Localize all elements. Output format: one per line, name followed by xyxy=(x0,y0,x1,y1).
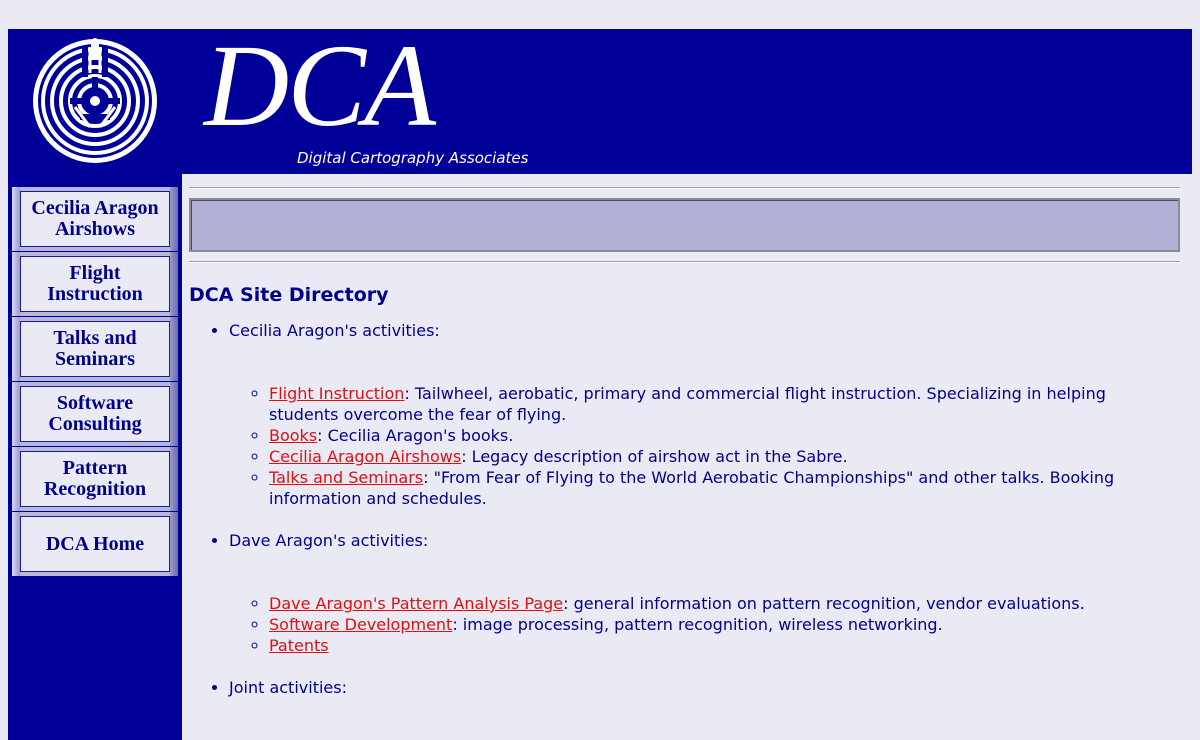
sidebar-item-software-consulting[interactable] xyxy=(12,382,178,446)
sidebar-item-dca-home[interactable] xyxy=(12,512,178,576)
link-talks-seminars[interactable]: Talks and Seminars xyxy=(269,468,424,487)
link-description: : general information on pattern recognition, vendor evaluations. xyxy=(563,594,1085,613)
list-item xyxy=(269,614,1180,635)
directory-list xyxy=(189,320,1180,698)
sidebar-item-label: Flight Instruction xyxy=(20,256,170,312)
sublist xyxy=(229,593,1180,656)
list-item xyxy=(229,677,1180,698)
list-item xyxy=(269,446,1180,467)
link-software-development[interactable]: Software Development xyxy=(269,615,453,634)
sidebar-item-airshows[interactable] xyxy=(12,187,178,251)
link-description: : Tailwheel, aerobatic, primary and commercial flight instruction. Specializing in helping students overcome the fear of flying. xyxy=(269,384,1106,424)
sidebar-nav xyxy=(8,174,182,740)
list-item xyxy=(269,593,1180,614)
site-title: DCA xyxy=(204,20,434,151)
link-description: : image processing, pattern recognition, wireless networking. xyxy=(452,615,943,634)
list-item xyxy=(269,383,1180,425)
list-item xyxy=(269,635,1180,656)
sidebar-item-pattern-recognition[interactable] xyxy=(12,447,178,511)
list-item xyxy=(229,530,1180,656)
page-title: DCA Site Directory xyxy=(189,284,389,306)
maze-labyrinth-icon xyxy=(30,37,160,165)
sidebar-item-flight-instruction[interactable] xyxy=(12,252,178,316)
link-pattern-analysis[interactable]: Dave Aragon's Pattern Analysis Page xyxy=(269,594,564,613)
divider xyxy=(189,187,1180,189)
link-flight-instruction[interactable]: Flight Instruction xyxy=(269,384,405,403)
link-description: : Cecilia Aragon's books. xyxy=(317,426,514,445)
sidebar-item-label: DCA Home xyxy=(20,516,170,572)
sublist xyxy=(229,383,1180,509)
link-description: : "From Fear of Flying to the World Aerobatic Championships" and other talks. Booking information and schedules. xyxy=(269,468,1115,508)
sidebar-item-label: Cecilia Aragon Airshows xyxy=(20,191,170,247)
list-item xyxy=(229,320,1180,509)
list-item xyxy=(269,467,1180,509)
sidebar-item-talks-seminars[interactable] xyxy=(12,317,178,381)
banner-box xyxy=(189,198,1180,252)
sidebar-item-label: Talks and Seminars xyxy=(20,321,170,377)
link-description: : Legacy description of airshow act in the Sabre. xyxy=(461,447,848,466)
section-label: Dave Aragon's activities: xyxy=(229,531,429,550)
main-content xyxy=(189,155,1180,698)
divider xyxy=(189,261,1180,263)
link-airshows[interactable]: Cecilia Aragon Airshows xyxy=(269,447,462,466)
header-banner xyxy=(8,20,1192,174)
sidebar-item-label: Pattern Recognition xyxy=(20,451,170,507)
sidebar-item-label: Software Consulting xyxy=(20,386,170,442)
section-label: Joint activities: xyxy=(229,678,347,697)
link-patents[interactable]: Patents xyxy=(269,636,329,655)
site-subtitle: Digital Cartography Associates xyxy=(297,149,529,167)
list-item xyxy=(269,425,1180,446)
section-label: Cecilia Aragon's activities: xyxy=(229,321,440,340)
link-books[interactable]: Books xyxy=(269,426,318,445)
